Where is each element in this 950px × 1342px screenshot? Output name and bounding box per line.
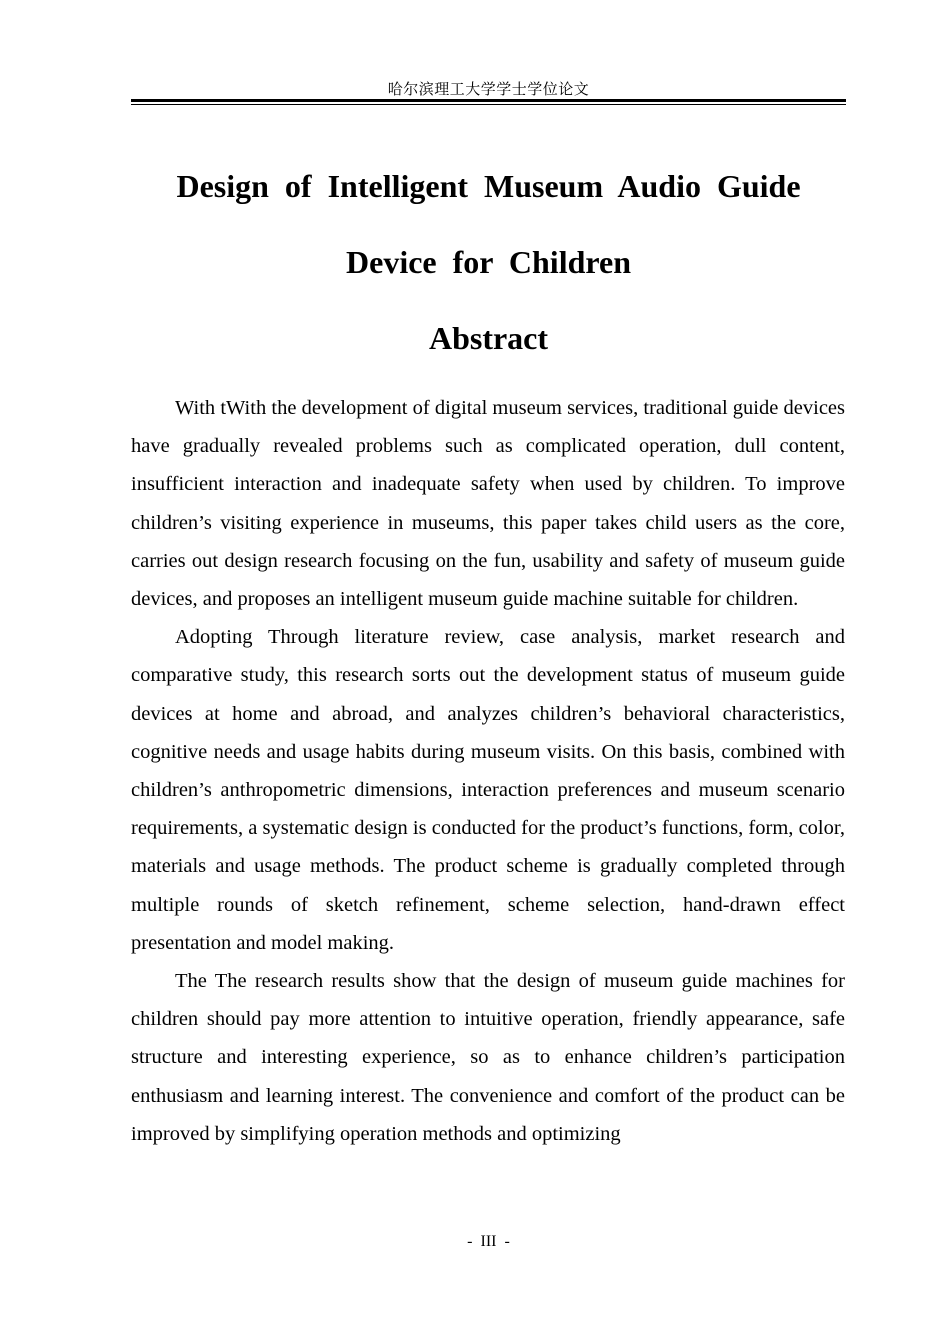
page-number: - III - — [467, 1233, 510, 1250]
abstract-body — [131, 389, 845, 1153]
abstract-heading: Abstract — [428, 320, 549, 356]
header-rule-thin — [131, 104, 846, 105]
abstract-paragraph-2: Adopting Through literature review, case analysis, market research and comparative study, this research sorts out the development status of museum guide devices at home and abroad, and analyzes children’s behavioral characteristics, cognitive needs and usage habits during museum visits. On this basis, combined with children’s anthropometric dimensions, interaction preferences and museum scenario requirements, a systematic design is conducted for the product’s functions, form, color, materials and usage methods. The product scheme is gradually completed through multiple rounds of sketch refinement, scheme selection, hand-drawn effect presentation and model making. — [131, 626, 845, 954]
running-header: 哈尔滨理工大学学士学位论文 — [387, 80, 590, 98]
abstract-paragraph-1: With tWith the development of digital museum services, traditional guide devices have gradually revealed problems such as complicated operation, dull content, insufficient interaction and inadequate safety when used by children. To improve children’s visiting experience in museums, this paper takes child users as the core, carries out design research focusing on the fun, usability and safety of museum guide devices, and proposes an intelligent museum guide machine suitable for children. — [131, 397, 845, 611]
header-rule — [131, 99, 846, 102]
abstract-paragraph-3: The The research results show that the design of museum guide machines for children should pay more attention to intuitive operation, friendly appearance, safe structure and interesting experience, so as to enhance children’s participation enthusiasm and learning interest. The convenience and comfort of the product can be improved by simplifying operation methods and optimizing — [131, 970, 845, 1145]
thesis-title: Design of Intelligent Museum Audio Guide Device for Children — [176, 168, 801, 280]
